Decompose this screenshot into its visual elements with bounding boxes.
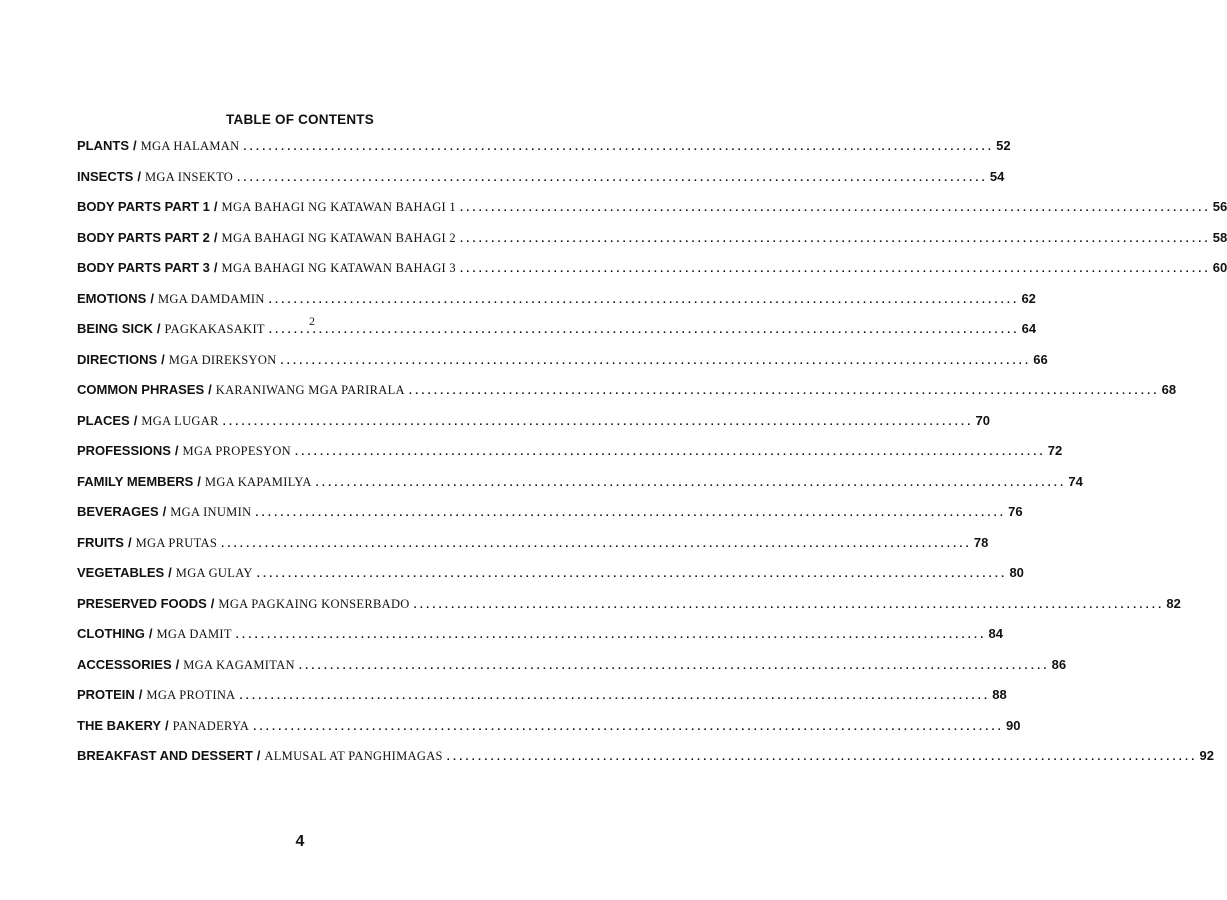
dot-leader: ........................................................................................................................ [268,293,1020,306]
toc-entry[interactable] [77,138,1011,169]
dot-leader: ........................................................................................................................ [237,171,988,184]
entry-tagalog: KARANIWANG MGA PARIRALA [215,383,405,397]
entry-english: BODY PARTS PART 2 [77,229,210,245]
dot-leader: ........................................................................................................................ [235,629,987,641]
toc-entry[interactable] [77,382,1177,413]
entry-separator: / [133,412,138,428]
entry-page: 86 [1051,656,1067,672]
entry-separator: / [210,595,215,611]
toc-entry[interactable] [77,412,990,444]
entry-english: BEING SICK [77,321,153,336]
entry-separator: / [165,717,169,733]
entry-page: 54 [989,168,1005,184]
toc-entry[interactable] [77,717,1021,749]
entry-separator: / [156,321,161,336]
entry-page: 52 [996,138,1011,153]
entry-english: ACCESSORIES [77,656,172,672]
toc-entry[interactable] [77,229,1227,261]
entry-separator: / [213,199,218,214]
dot-leader: ........................................................................................................................ [295,446,1046,458]
entry-english: BEVERAGES [77,504,159,519]
entry-tagalog: MGA PROPESYON [182,444,291,458]
entry-page: 64 [1021,321,1037,336]
entry-tagalog: MGA DAMIT [156,627,232,641]
dot-leader: ........................................................................................................................ [222,415,974,428]
entry-tagalog: MGA KAGAMITAN [183,657,295,672]
entry-page: 80 [1009,565,1024,580]
entry-english: PLANTS [77,138,129,153]
entry-page: 90 [1005,717,1021,733]
entry-separator: / [174,443,179,458]
toc-entry[interactable] [77,290,1036,322]
toc-entry[interactable] [77,656,1067,688]
entry-english: FRUITS [77,534,124,550]
entry-english: INSECTS [77,168,134,184]
entry-page: 82 [1166,595,1181,611]
entry-english: CLOTHING [77,626,145,641]
entry-english: FAMILY MEMBERS [77,473,194,489]
entry-separator: / [175,656,180,672]
entry-page: 56 [1212,199,1227,214]
dot-leader: ........................................................................................................................ [413,598,1165,611]
dot-leader: ........................................................................................................................ [243,141,995,153]
entry-tagalog: MGA PRUTAS [135,535,218,550]
entry-english: DIRECTIONS [77,351,158,367]
entry-tagalog: MGA DAMDAMIN [157,291,265,306]
entry-separator: / [162,504,167,519]
dot-leader: ........................................................................................................................ [459,263,1211,275]
toc-entry[interactable] [77,260,1227,291]
entry-english: VEGETABLES [77,565,165,580]
toc-entry[interactable] [77,687,1007,718]
toc-entry[interactable] [77,565,1024,596]
entry-separator: / [256,748,261,763]
entry-tagalog: MGA LUGAR [141,413,219,428]
dot-leader: ........................................................................................................................ [298,659,1050,672]
entry-page: 74 [1068,473,1083,489]
toc-list [77,138,1227,779]
entry-page: 60 [1212,260,1227,275]
entry-english: EMOTIONS [77,290,147,306]
entry-english: THE BAKERY [77,717,162,733]
entry-english: PROTEIN [77,687,135,702]
page-title: TABLE OF CONTENTS [226,112,374,127]
entry-separator: / [213,229,218,245]
dot-leader: ........................................................................................................................ [253,720,1004,733]
entry-tagalog: MGA PAGKAING KONSERBADO [218,596,410,611]
dot-leader: ........................................................................................................................ [256,568,1008,580]
dot-leader: ........................................................................................................................ [459,202,1211,214]
page-number: 4 [295,833,305,850]
entry-separator: / [137,168,141,184]
toc-entry[interactable] [77,443,1063,474]
entry-separator: / [197,473,201,489]
entry-page: 92 [1199,748,1214,763]
entry-tagalog: MGA INUMIN [170,505,252,519]
toc-entry[interactable] [77,626,1004,657]
entry-separator: / [161,351,165,367]
toc-entry[interactable] [77,473,1083,505]
entry-separator: / [150,290,154,306]
entry-tagalog: PAGKAKASAKIT [164,322,265,336]
dot-leader: ........................................................................................................................ [280,354,1032,367]
toc-entry[interactable] [77,321,1037,352]
entry-separator: / [127,534,132,550]
entry-tagalog: MGA BAHAGI NG KATAWAN BAHAGI 3 [221,261,456,275]
dot-leader: ........................................................................................................................ [268,324,1020,336]
stray-page-mark: 2 [309,314,315,328]
entry-english: PLACES [77,412,130,428]
entry-page: 78 [973,534,989,550]
entry-tagalog: MGA DIREKSYON [168,352,277,367]
entry-page: 70 [975,412,990,428]
toc-entry[interactable] [77,504,1023,535]
toc-entry[interactable] [77,748,1214,779]
entry-page: 76 [1008,504,1023,519]
entry-english: PRESERVED FOODS [77,595,207,611]
dot-leader: ........................................................................................................................ [239,690,991,702]
entry-page: 66 [1033,351,1048,367]
dot-leader: ........................................................................................................................ [315,476,1067,489]
toc-entry[interactable] [77,534,989,566]
entry-tagalog: PANADERYA [172,718,250,733]
entry-page: 88 [992,687,1007,702]
dot-leader: ........................................................................................................................ [255,507,1007,519]
entry-separator: / [133,138,137,153]
entry-english: BODY PARTS PART 1 [77,199,210,214]
entry-separator: / [148,626,153,641]
entry-separator: / [208,382,212,397]
entry-tagalog: MGA BAHAGI NG KATAWAN BAHAGI 1 [221,200,456,214]
entry-english: COMMON PHRASES [77,382,205,397]
toc-entry[interactable] [77,595,1181,627]
entry-english: BREAKFAST AND DESSERT [77,748,253,763]
dot-leader: ........................................................................................................................ [446,751,1198,763]
toc-entry[interactable] [77,168,1005,200]
entry-separator: / [138,687,143,702]
entry-tagalog: ALMUSAL AT PANGHIMAGAS [264,749,443,763]
toc-entry[interactable] [77,351,1048,383]
entry-tagalog: MGA PROTINA [146,688,236,702]
entry-english: PROFESSIONS [77,443,171,458]
dot-leader: ........................................................................................................................ [459,232,1211,245]
entry-page: 72 [1047,443,1063,458]
entry-page: 58 [1212,229,1227,245]
entry-tagalog: MGA KAPAMILYA [204,474,312,489]
entry-page: 84 [988,626,1004,641]
dot-leader: ........................................................................................................................ [221,537,972,550]
entry-tagalog: MGA INSEKTO [144,169,234,184]
entry-page: 68 [1161,382,1177,397]
entry-tagalog: MGA HALAMAN [140,139,240,153]
entry-english: BODY PARTS PART 3 [77,260,210,275]
entry-tagalog: MGA GULAY [175,566,253,580]
entry-tagalog: MGA BAHAGI NG KATAWAN BAHAGI 2 [221,230,456,245]
entry-page: 62 [1021,290,1036,306]
toc-entry[interactable] [77,199,1227,230]
dot-leader: ........................................................................................................................ [408,385,1160,397]
entry-separator: / [168,565,172,580]
entry-separator: / [213,260,218,275]
